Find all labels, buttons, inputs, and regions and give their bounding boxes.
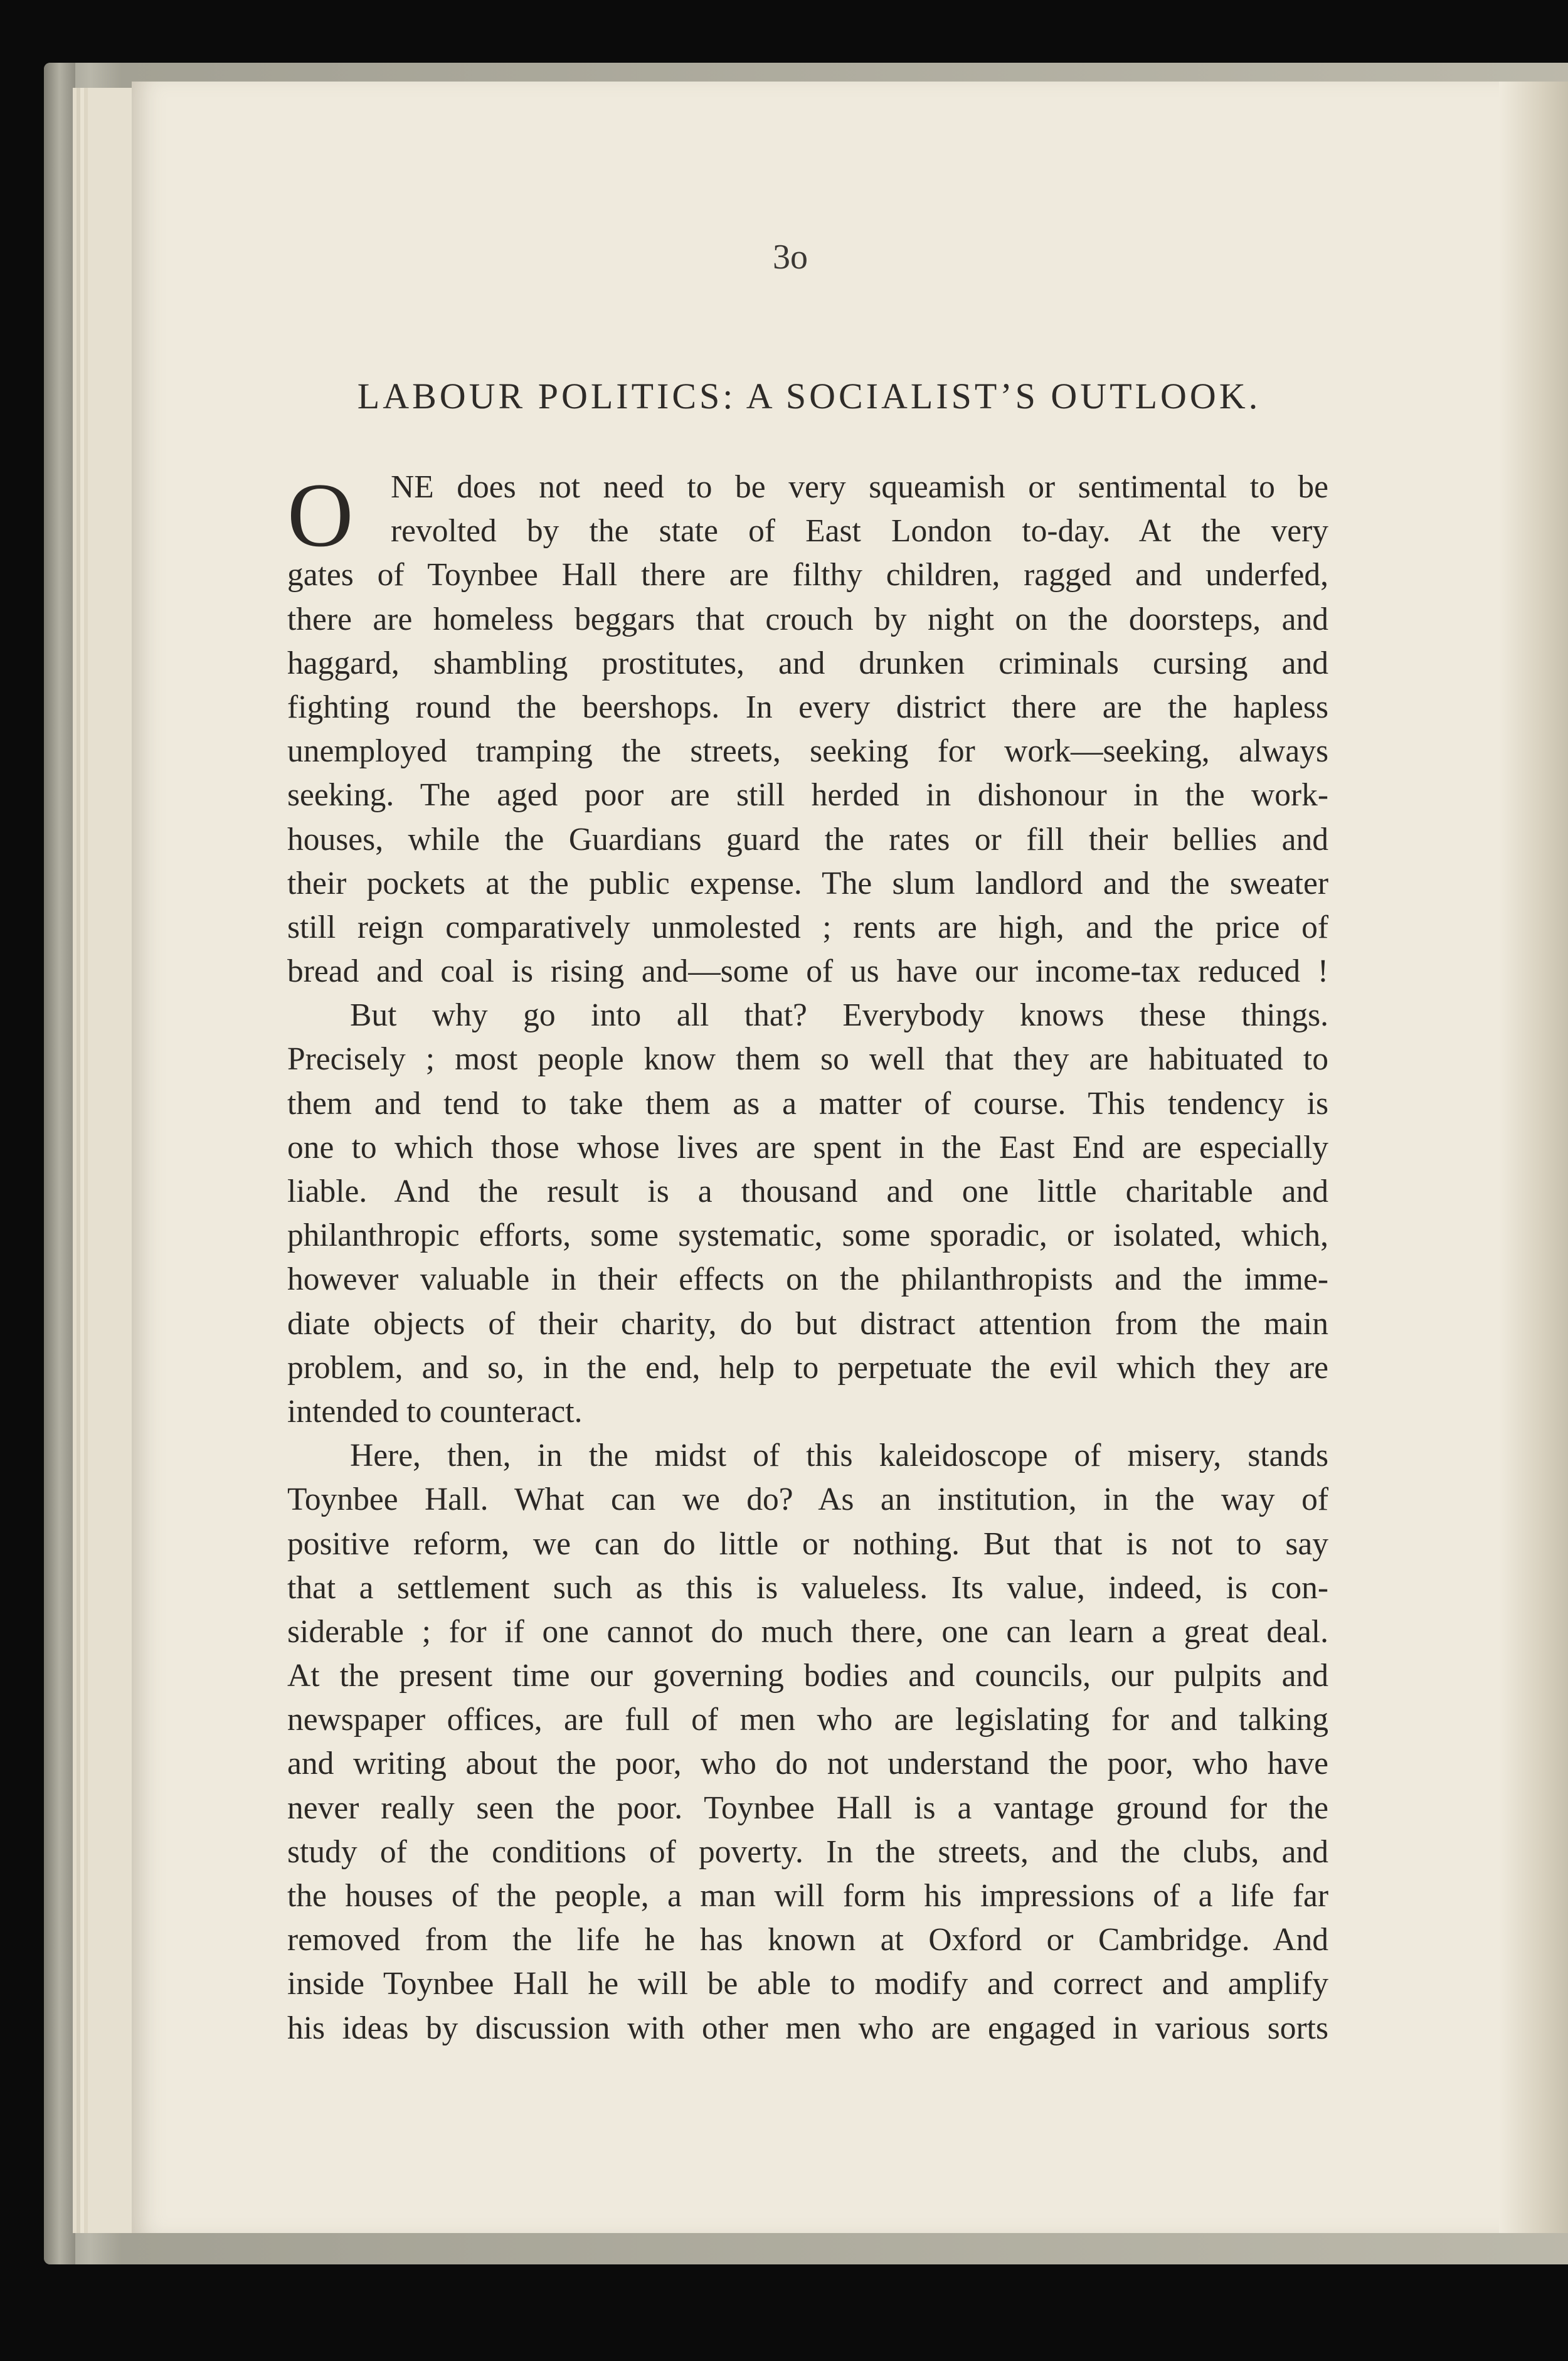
text-line: however valuable in their effects on the philanthropists and the imme- [287,1261,1328,1298]
text-line: never really seen the poor. Toynbee Hall is a vantage ground for the [287,1790,1328,1826]
text-line: bread and coal is rising and—some of us have our income-tax reduced ! [287,953,1328,990]
text-line: But why go into all that? Everybody knows these things. [350,997,1328,1034]
text-line: study of the conditions of poverty. In the streets, and the clubs, and [287,1833,1328,1870]
text-line: removed from the life he has known at Oxford or Cambridge. And [287,1922,1328,1958]
text-line: Precisely ; most people know them so well that they are habituated to [287,1041,1328,1078]
text-line: one to which those whose lives are spent in the East End are especially [287,1129,1328,1165]
chapter-title: LABOUR POLITICS: A SOCIALIST’S OUTLOOK. [357,376,1261,416]
text-line: unemployed tramping the streets, seeking for work—seeking, always [287,733,1328,770]
text-line: siderable ; for if one cannot do much there, one can learn a great deal. [287,1613,1328,1650]
body-text [287,465,1328,2051]
text-line: diate objects of their charity, do but distract attention from the main [287,1305,1328,1342]
text-line: Here, then, in the midst of this kaleidoscope of misery, stands [350,1438,1328,1474]
text-line: their pockets at the public expense. The slum landlord and the sweater [287,865,1328,901]
text-line: them and tend to take them as a matter of course. This tendency is [287,1085,1328,1122]
text-line: At the present time our governing bodies and councils, our pulpits and [287,1658,1328,1694]
cover-edge [44,63,75,2264]
text-line: intended to counteract. [287,1393,583,1430]
page-number: 3o [773,238,808,277]
drop-cap: O [287,464,354,566]
text-line: fighting round the beershops. In every district there are the hapless [287,689,1328,725]
text-line: newspaper offices, are full of men who are legislating for and talking [287,1702,1328,1738]
text-line: philanthropic efforts, some systematic, some sporadic, or isolated, which, [287,1218,1328,1254]
text-line: haggard, shambling prostitutes, and drunken criminals cursing and [287,645,1328,681]
text-line: revolted by the state of East London to-day. At the very [391,513,1328,549]
text-line: liable. And the result is a thousand and one little charitable and [287,1174,1328,1209]
text-line: that a settlement such as this is valueless. Its value, indeed, is con- [287,1569,1328,1606]
text-line: still reign comparatively unmolested ; rents are high, and the price of [287,909,1328,945]
text-line: Toynbee Hall. What can we do? As an institution, in the way of [287,1482,1328,1518]
text-line: there are homeless beggars that crouch by night on the doorsteps, and [287,601,1328,637]
text-line: gates of Toynbee Hall there are filthy children, ragged and underfed, [287,557,1328,593]
text-line: the houses of the people, a man will form his impressions of a life far [287,1878,1328,1914]
page-gutter [1499,82,1568,2233]
text-line: inside Toynbee Hall he will be able to modify and correct and amplify [287,1966,1328,2002]
text-line: positive reform, we can do little or nothing. But that is not to say [287,1525,1328,1562]
text-line: NE does not need to be very squeamish or sentimental to be [391,469,1328,505]
text-line: seeking. The aged poor are still herded in dishonour in the work- [287,777,1328,814]
text-line: problem, and so, in the end, help to perpetuate the evil which they are [287,1349,1328,1386]
text-line: and writing about the poor, who do not understand the poor, who have [287,1746,1328,1782]
text-line: houses, while the Guardians guard the rates or fill their bellies and [287,821,1328,857]
text-line: his ideas by discussion with other men who are engaged in various sorts [287,2010,1328,2046]
